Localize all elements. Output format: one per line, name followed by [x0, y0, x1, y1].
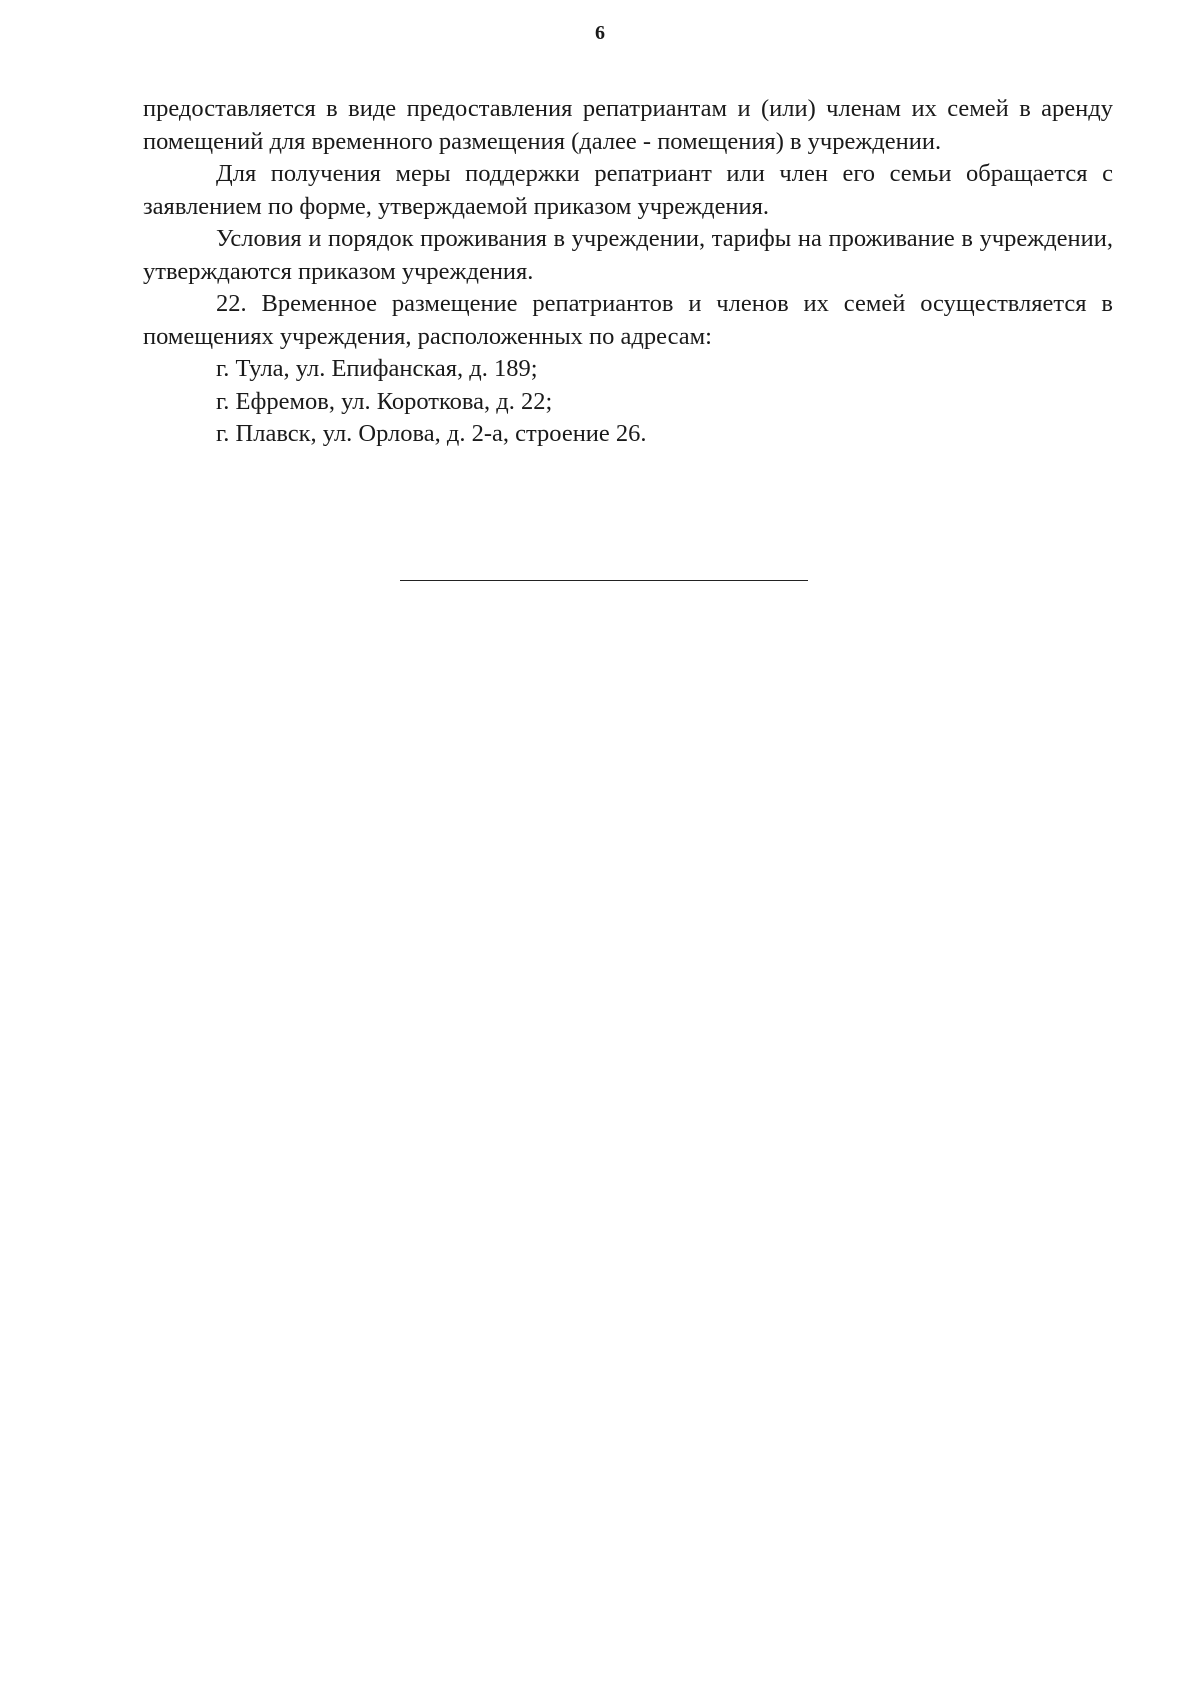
paragraph-continuation: предоставляется в виде предоставления репатриантам и (или) членам их семей в аренду помещений для временного размещения (далее - помещения) в учреждении. — [143, 95, 1113, 155]
end-separator-line — [400, 580, 808, 581]
paragraph-item-22: 22. Временное размещение репатриантов и членов их семей осуществляется в помещениях учреждения, расположенных по адресам: — [143, 290, 1113, 350]
paragraph-application: Для получения меры поддержки репатриант или член его семьи обращается с заявлением по форме, утверждаемой приказом учреждения. — [143, 160, 1113, 220]
page-number: 6 — [595, 22, 605, 44]
address-item: г. Ефремов, ул. Короткова, д. 22; — [216, 387, 553, 415]
paragraph-conditions: Условия и порядок проживания в учреждении, тарифы на проживание в учреждении, утверждаются приказом учреждения. — [143, 225, 1113, 285]
address-item: г. Плавск, ул. Орлова, д. 2-а, строение 26. — [216, 420, 647, 447]
address-item: г. Тула, ул. Епифанская, д. 189; — [216, 355, 538, 382]
document-body — [143, 93, 1113, 451]
